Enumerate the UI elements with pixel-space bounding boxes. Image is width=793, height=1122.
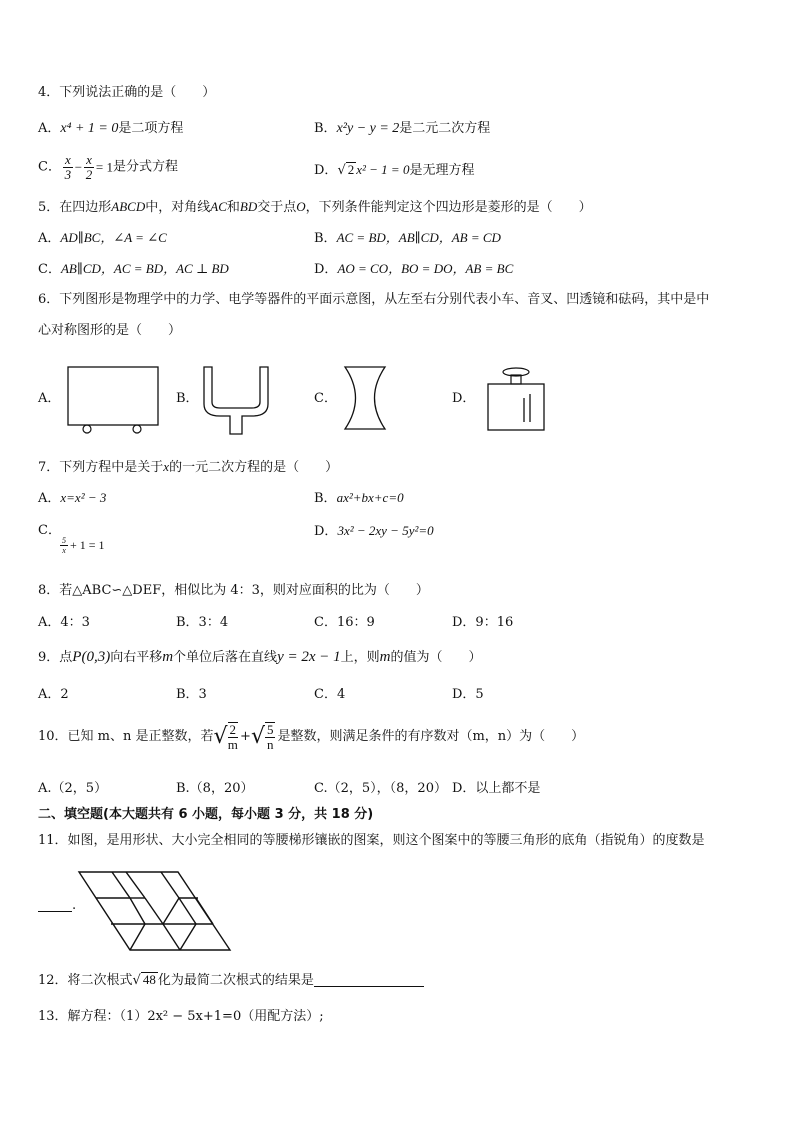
q4-a-math: x⁴ + 1 = 0 [60, 121, 119, 136]
q8-option-a: A．4：3 [38, 615, 90, 630]
q4-option-c: C． $\frac{x}{3}$ − $\frac{x}{2}$ = 1是分式方程 [38, 152, 178, 182]
q13-stem: 13．解方程：（1）2x² − 5x+1=0（用配方法）; [38, 1009, 324, 1024]
tuning-fork-diagram [200, 366, 272, 436]
q9-option-c: C．4 [314, 687, 346, 702]
q6-label-b: B． [176, 391, 199, 406]
q4-c-fraction-2: $\frac{x}{2}$ [85, 152, 93, 182]
q10-stem: 10．已知 m、n 是正整数，若√ $\frac{2}{m}$ +√ $\frac{5}{n}$ 是整数，则满足条件的有序数对（m，n）为（ ） [38, 722, 585, 752]
q7-option-c: $\frac{5}{x}$ + 1 = 1 [62, 536, 105, 555]
q11-stem: 11．如图，是用形状、大小完全相同的等腰梯形镶嵌的图案，则这个图案中的等腰三角形的底角（指锐角）的度数是 [38, 833, 705, 848]
weight-diagram [484, 362, 548, 434]
q4-d-radical: 2 [347, 162, 355, 177]
q12-radical: 48 [142, 972, 156, 987]
q8-stem: 8．若△ABC∽△DEF，相似比为 4：3，则对应面积的比为（ ） [38, 583, 429, 598]
q5-option-b: B．AC = BD，AB∥CD，AB = CD [314, 230, 501, 246]
q6-label-c: C． [314, 391, 337, 406]
q5-option-d: D．AO = CO，BO = DO，AB = BC [314, 261, 514, 277]
q4-c-fraction-1: $\frac{x}{3}$ [64, 152, 72, 182]
q12-answer-blank[interactable] [314, 972, 424, 987]
trapezoid-tessellation-figure [78, 870, 234, 954]
q7-option-a: A．x=x² − 3 [38, 490, 107, 506]
q7-c-fraction: $\frac{5}{x}$ [62, 536, 66, 555]
concave-lens-diagram [342, 366, 390, 432]
q8-option-b: B．3：4 [176, 615, 229, 630]
q8-option-c: C．16：9 [314, 615, 375, 630]
q9-option-a: A．2 [38, 687, 69, 702]
q9-option-b: B．3 [176, 687, 207, 702]
q12-stem: 12．将二次根式√ 48 化为最简二次根式的结果是 [38, 972, 424, 987]
q5-stem: 5．在四边形ABCD中，对角线AC和BD交于点O，下列条件能判定这个四边形是菱形的是（ ） [38, 199, 592, 215]
q7-stem: 7．下列方程中是关于x的一元二次方程的是（ ） [38, 459, 339, 475]
q4-stem: 4．下列说法正确的是（ ） [38, 85, 216, 100]
q7-option-d: D．3x² − 2xy − 5y²=0 [314, 523, 434, 539]
q10-option-c: C.（2，5），（8，20） [314, 781, 447, 796]
q10-option-a: A.（2，5） [38, 781, 108, 796]
cart-diagram [66, 366, 162, 436]
q6-label-a: A． [38, 391, 61, 406]
q7-option-c-label: C． [38, 523, 61, 538]
q10-radical-2: $\frac{5}{n}$ [266, 722, 274, 752]
q9-stem: 9．点P(0,3)向右平移m个单位后落在直线y = 2x − 1上，则m的值为（ ） [38, 649, 482, 665]
section-heading-fill-in: 二、填空题(本大题共有 6 小题，每小题 3 分，共 18 分) [38, 807, 374, 822]
q8-option-d: D．9：16 [452, 615, 514, 630]
q4-option-d: D．√ 2 x² − 1 = 0是无理方程 [314, 162, 475, 178]
q6-label-d: D． [452, 391, 476, 406]
q11-answer-blank[interactable]: . [38, 898, 76, 912]
q7-option-b: B．ax²+bx+c=0 [314, 490, 404, 506]
q5-option-c: C．AB∥CD，AC = BD，AC ⊥ BD [38, 261, 229, 277]
q10-option-d: D．以上都不是 [452, 781, 541, 796]
q4-option-a: A．x⁴ + 1 = 0是二项方程 [38, 121, 184, 136]
q5-option-a: A．AD∥BC，∠A = ∠C [38, 230, 167, 246]
q10-radical-1: $\frac{2}{m}$ [227, 722, 238, 752]
q9-option-d: D．5 [452, 687, 484, 702]
q6-stem-line2: 心对称图形的是（ ） [38, 323, 182, 338]
q4-b-math: x²y − y = 2 [336, 121, 400, 136]
q6-stem-line1: 6．下列图形是物理学中的力学、电学等器件的平面示意图，从左至右分别代表小车、音叉、凹透镜和砝码，其中是中 [38, 292, 710, 307]
q4-option-b: B．x²y − y = 2是二元二次方程 [314, 121, 491, 136]
q10-option-b: B.（8，20） [176, 781, 254, 796]
